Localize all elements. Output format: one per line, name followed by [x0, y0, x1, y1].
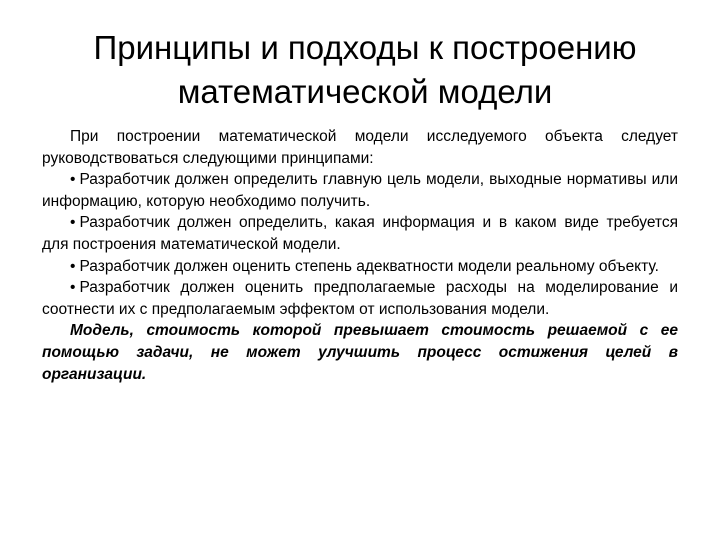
bullet-icon: •: [70, 171, 76, 189]
title-line-2: математической модели: [177, 73, 553, 110]
bullet-text: Разработчик должен оценить предполагаемые расходы на моделирование и соотнести их с предполагаемым эффектом от использования модели.: [42, 279, 678, 318]
bullet-item-1: [42, 169, 678, 212]
bullet-text: Разработчик должен оценить степень адекватности модели реальному объекту.: [79, 257, 659, 275]
bullet-text: Разработчик должен определить, какая информация и в каком виде требуется для построения математической модели.: [42, 214, 678, 253]
intro-paragraph: При построении математической модели исследуемого объекта следует руководствоваться следующими принципами:: [42, 128, 678, 167]
conclusion-paragraph: Модель, стоимость которой превышает стоимость решаемой с ее помощью задачи, не может улучшить процесс остижения целей в организации.: [42, 322, 678, 383]
slide-body: [42, 126, 678, 385]
slide-title: [40, 26, 690, 114]
bullet-item-3: [42, 256, 678, 278]
bullet-icon: •: [70, 279, 76, 297]
bullet-icon: •: [70, 214, 76, 232]
title-line-1: Принципы и подходы к построению: [93, 29, 637, 66]
bullet-text: Разработчик должен определить главную цель модели, выходные нормативы или информацию, которую необходимо получить.: [42, 171, 678, 210]
bullet-icon: •: [70, 257, 76, 275]
bullet-item-2: [42, 212, 678, 255]
bullet-item-4: [42, 277, 678, 320]
